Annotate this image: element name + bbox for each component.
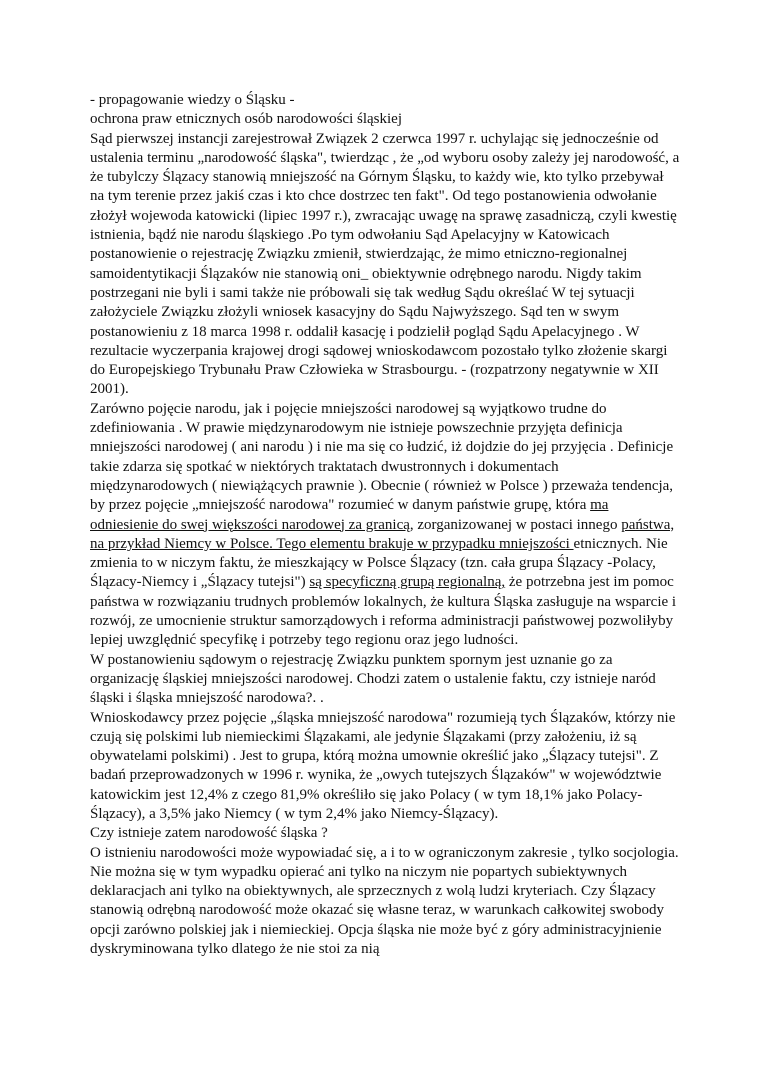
document-page bbox=[90, 91, 680, 959]
paragraph-definition bbox=[90, 400, 680, 651]
paragraph-court-registration: Sąd pierwszej instancji zarejestrował Związek 2 czerwca 1997 r. uchylając się jednocześnie od ustalenia terminu „narodowość śląska", twierdząc , że „od wyboru osoby zależy jej narodowość, a że tubylczy Ślązacy stanowią mniejszość na Górnym Śląsku, to każdy wie, kto tylko przebywał na tym terenie przez jakiś czas i kto chce dostrzec ten fakt". Od tego postanowienia odwołanie złożył wojewoda katowicki (lipiec 1997 r.), zwracając uwagę na sprawę zasadniczą, czyli kwestię istnienia, bądź nie narodu śląskiego .Po tym odwołaniu Sąd Apelacyjny w Katowicach postanowienie o rejestrację Związku zmienił, stwierdzając, że mimo etniczno-regionalnej samoidentytikacji Ślązaków nie stanowią oni_ obiektywnie odrębnego narodu. Nigdy takim postrzegani nie byli i sami także nie próbowali się tak według Sądu określać W tej sytuacji założyciele Związku złożyli wniosek kasacyjny do Sądu Najwyższego. Sąd ten w swym postanowieniu z 18 marca 1998 r. oddalił kasację i podzielił pogląd Sądu Apelacyjnego . W rezultacie wyczerpania krajowej drogi sądowej wnioskodawcom pozostało tylko złożenie skargi do Europejskiego Trybunału Praw Człowieka w Strasbourgu. - (rozpatrzony negatywnie w XII 2001). bbox=[90, 130, 680, 398]
paragraph-registration-dispute: W postanowieniu sądowym o rejestrację Związku punktem spornym jest uznanie go za organizację śląskiej mniejszości narodowej. Chodzi zatem o ustalenie faktu, czy istnieje naród śląski i śląska mniejszość narodowa?. . bbox=[90, 651, 656, 707]
question-heading: Czy istnieje zatem narodowość śląska ? bbox=[90, 825, 328, 842]
underlined-phrase-1: ma odniesienie do swej większości narodowej za granicą, bbox=[90, 497, 609, 533]
underlined-phrase-2: państwa, na przykład Niemcy w Polsce. Tego elementu brakuje w przypadku mniejszości bbox=[90, 516, 675, 552]
paragraph-applicants: Wnioskodawcy przez pojęcie „śląska mniejszość narodowa" rozumieją tych Ślązaków, którzy nie czują się polskimi lub niemieckimi Ślązakami, ale jedynie Ślązakami (przy założeniu, iż są obywatelami polskimi) . Jest to grupa, którą można umownie określić jako „Ślązacy tutejsi". Z badań przeprowadzonych w 1996 r. wynika, że „owych tutejszych Ślązaków" w województwie katowickim jest 12,4% z czego 81,9% określiło się jako Polacy ( w tym 18,1% jako Polacy-Ślązacy), a 3,5% jako Niemcy ( w tym 2,4% jako Niemcy-Ślązacy). bbox=[90, 709, 676, 822]
paragraph-sociology: O istnieniu narodowości może wypowiadać się, a i to w ograniczonym zakresie , tylko socjologia. Nie można się w tym wypadku opierać ani tylko na niczym nie popartych subiektywnych deklaracjach ani tylko na obiektywnych, ale sprzecznych z wolą ludzi kryteriach. Czy Ślązacy stanowią odrębną narodowość może okazać się własne teraz, w warunkach całkowitej swobody opcji zarówno polskiej jak i niemieckiej. Opcja śląska nie może być z góry administracyjnienie dyskryminowana tylko dlatego że nie stoi za nią bbox=[90, 844, 679, 958]
underlined-phrase-3: są specyficzną grupą regionalną, bbox=[309, 574, 506, 591]
line-propagowanie: - propagowanie wiedzy o Śląsku - bbox=[90, 92, 295, 108]
paragraph-definition-text-a: Zarówno pojęcie narodu, jak i pojęcie mniejszości narodowej są wyjątkowo trudne do zdefiniowania . W prawie międzynarodowym nie istnieje powszechnie przyjęta definicja mniejszości narodowej ( ani narodu ) i nie ma się co łudzić, iż dojdzie do jej przyjęcia . Definicje takie zdarza się spotkać w niektórych traktatach dwustronnych i dokumentach międzynarodowych ( niewiążących prawnie ). Obecnie ( również w Polsce ) przeważa tendencja, by przez pojęcie „mniejszość narodowa" rozumieć w danym państwie grupę, która bbox=[90, 400, 674, 514]
paragraph-definition-text-c: etnicznych. Nie zmienia to w niczym faktu, że mieszkający w Polsce Ślązacy (tzn. cała grupa Ślązacy -Polacy, Ślązacy-Niemcy i „Ślązacy tutejsi") bbox=[90, 535, 668, 591]
line-ochrona: ochrona praw etnicznych osób narodowości śląskiej bbox=[90, 111, 402, 128]
paragraph-definition-text-d: że potrzebna jest im pomoc państwa w rozwiązaniu trudnych problemów lokalnych, że kultura Śląska zasługuje na wsparcie i rozwój, ze umocnienie struktur samorządowych i reforma administracji państwowej pozwoliłyby lepiej uwzględnić specyfikę i potrzeby tego regionu oraz jego ludności. bbox=[90, 574, 677, 649]
paragraph-definition-text-b: zorganizowanej w postaci innego bbox=[413, 516, 622, 533]
